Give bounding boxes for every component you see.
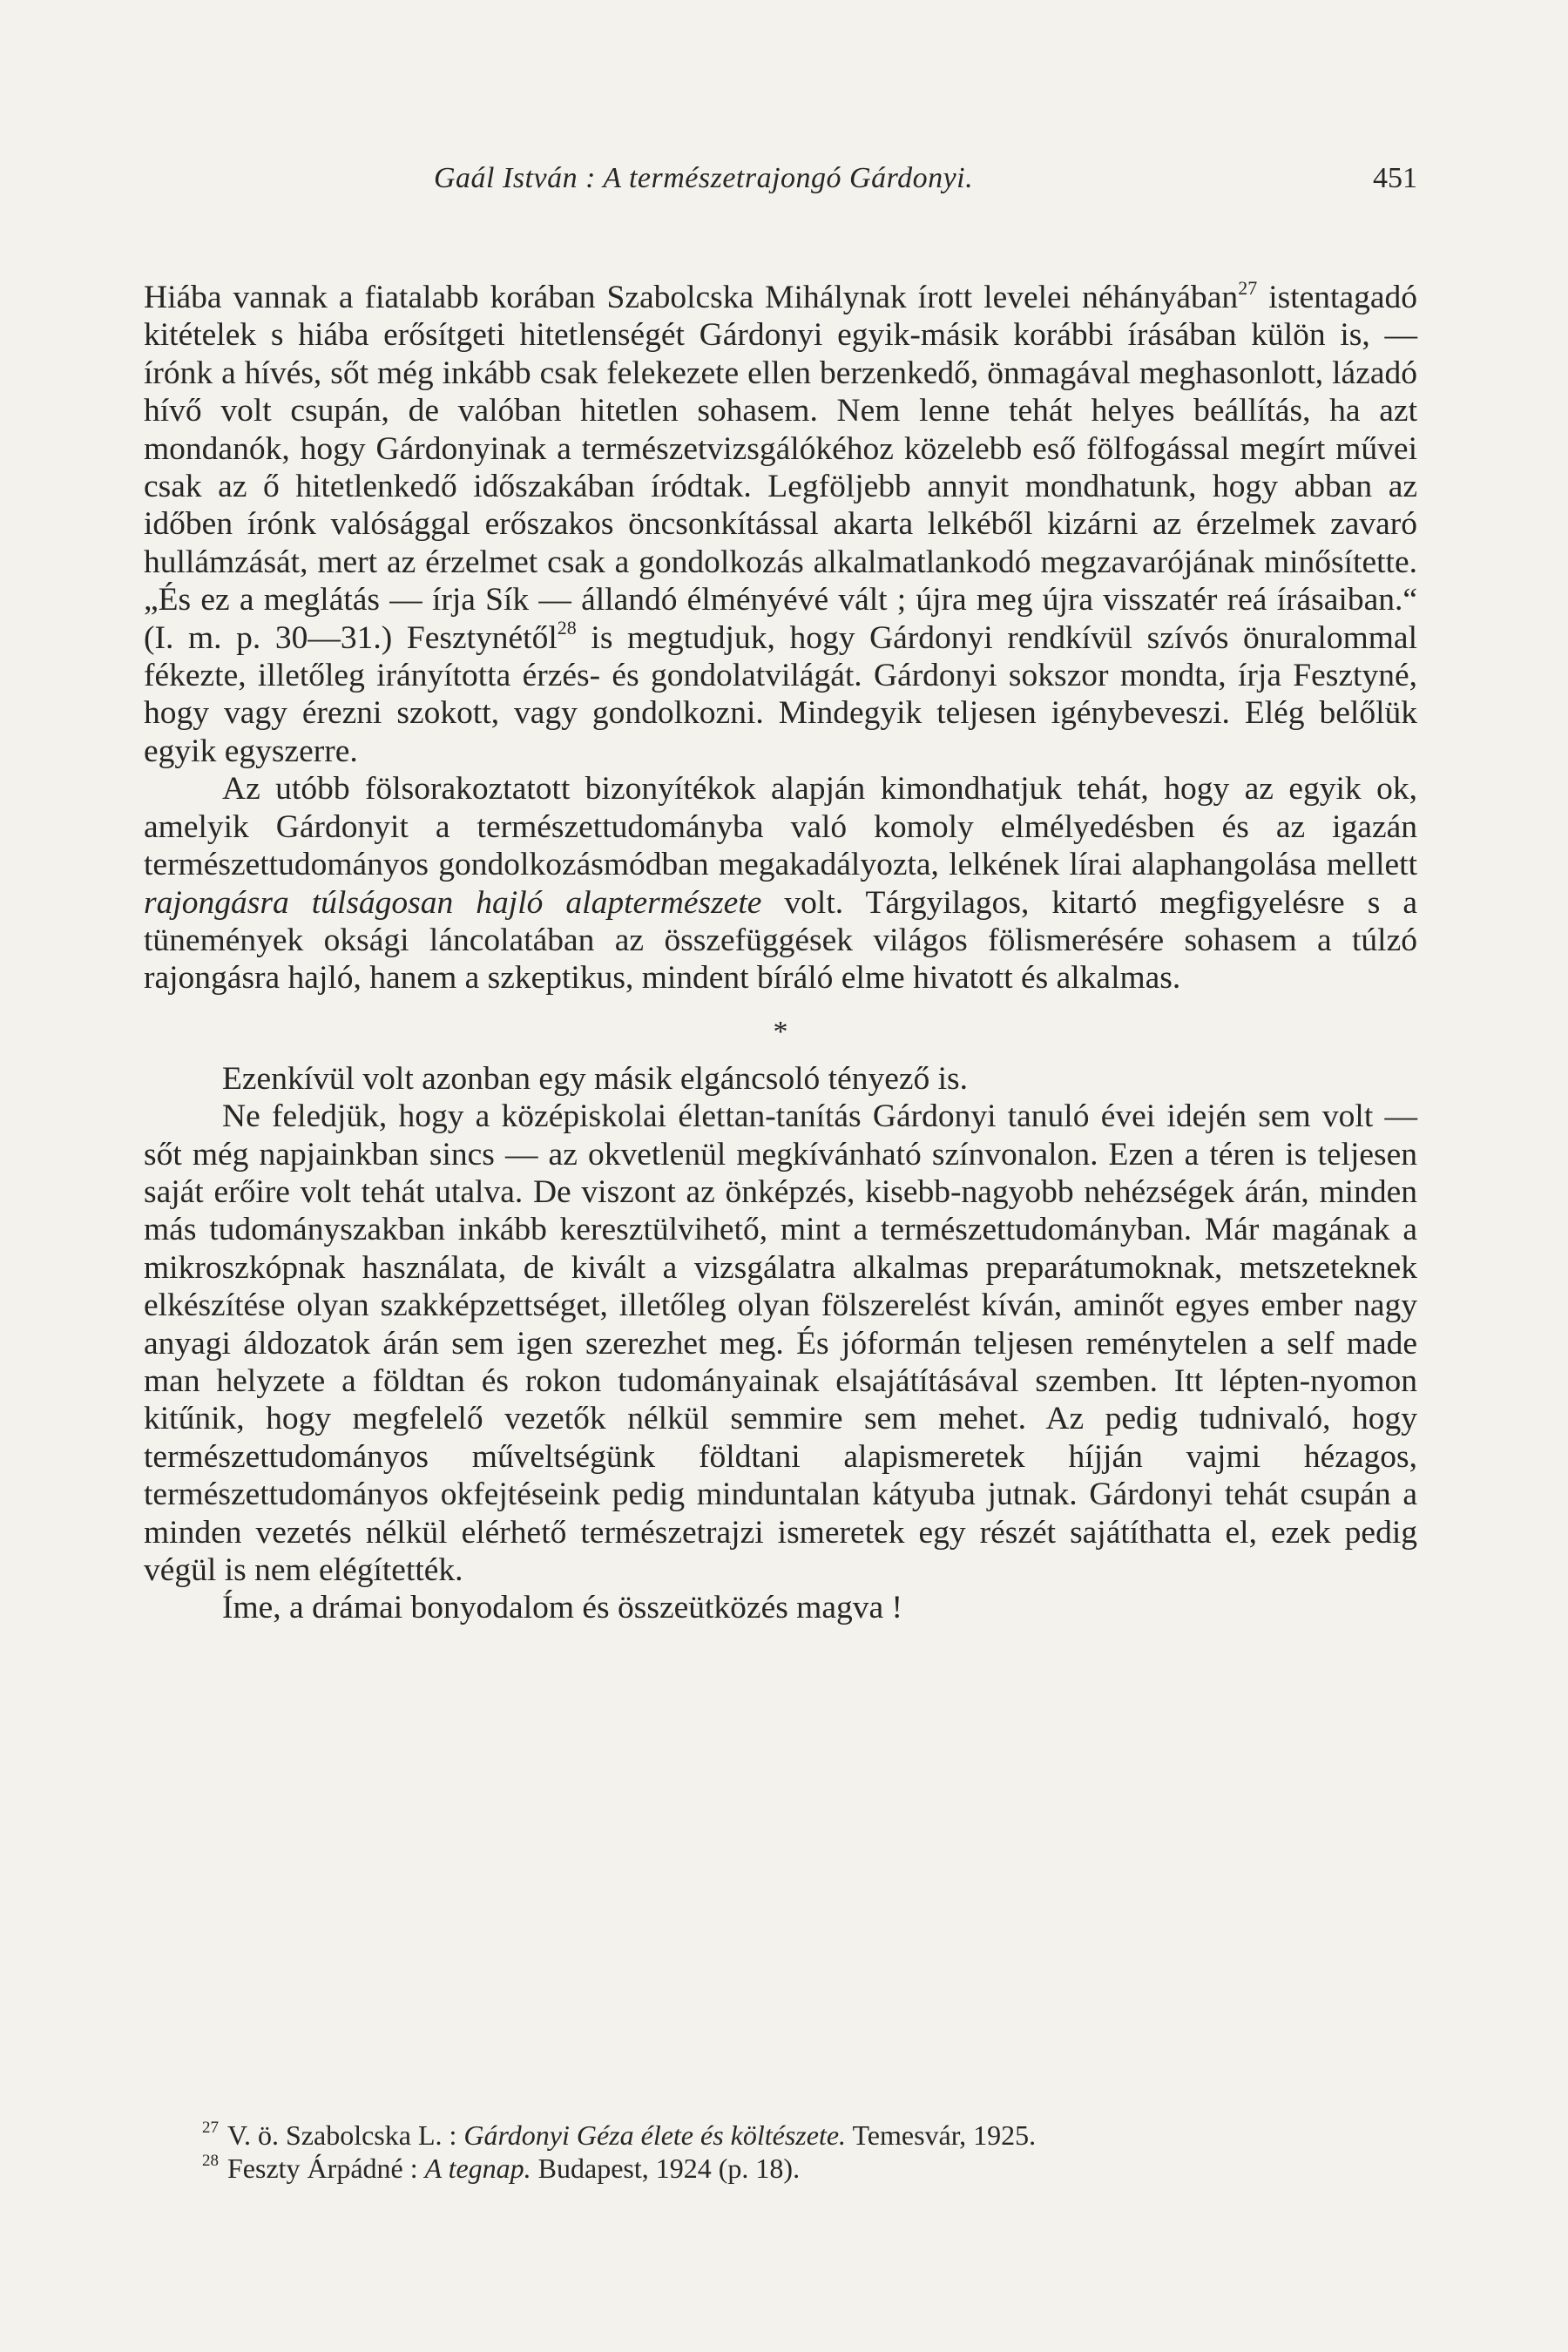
main-text [144,276,1418,1627]
paragraph-1-part-c: is megtudjuk, hogy Gárdonyi rendkívül szívós önuralommal fékezte, illetőleg irányította érzés- és gondolatvilágát. Gárdonyi sokszor mondta, írja Fesztyné, hogy vagy érezni szokott, vagy gondolkozni. Mindegyik teljesen igénybeveszi. Elég belőlük egyik egyszerre. [144,619,1417,769]
footnote-28 [202,2152,1389,2185]
footnote-mark: 28 [202,2152,219,2171]
running-head: Gaál István : A természetrajongó Gárdonyi. [434,162,974,194]
footnote-ref-27: 27 [1238,276,1258,299]
paragraph-1-part-a: Hiába vannak a fiatalabb korában Szabolcska Mihálynak írott levelei néhányában [144,280,1239,315]
footnote-text: Feszty Árpádné : [227,2153,425,2184]
footnote-27 [202,2119,1389,2152]
footnotes [202,2119,1389,2185]
paragraph-1-part-b: istentagadó kitételek s hiába erősítgeti hitetlenségét Gárdonyi egyik-másik korábbi írásában külön is, — írónk a hívés, sőt még inkább csak felekezete ellen berzenkedő, önmagával meghasonlott, lázadó hívő volt csupán, de valóban hitetlen sohasem. Nem lenne tehát helyes beállítás, ha azt mondanók, hogy Gárdonyinak a természetvizsgálókéhoz közelebb eső fölfogással megírt művei csak az ő hitetlenkedő időszakában íródtak. Legföljebb annyit mondhatunk, hogy abban az időben írónk valósággal erőszakos öncsonkítással akarta lelkéből kizárni az érzelmek zavaró hullámzását, mert az érzelmet csak a gondolkozás alkalmatlankodó megzavarójának minősítette. „És ez a meglátás — írja Sík — állandó élményévé vált ; újra meg újra visszatér reá írásaiban.“ (I. m. p. 30—31.) Fesztynétől [144,280,1417,656]
footnote-title: A tegnap. [424,2153,531,2184]
paragraph-2-part-a: Az utóbb fölsorakoztatott bizonyítékok alapján kimondhatjuk tehát, hogy az egyik ok, amelyik Gárdonyit a természettudományba való komoly elmélyedésben és az igazán természettudományos gondolkozásmódban megakadályozta, lelkének lírai alaphangolása mellett [144,771,1417,883]
paragraph-1 [144,276,1417,770]
page-header [144,157,1417,204]
paragraph-5: Íme, a drámai bonyodalom és összeütközés magva ! [222,1590,902,1626]
paragraph-4: Ne feledjük, hogy a középiskolai élettan-tanítás Gárdonyi tanuló évei idején sem volt — sőt még napjainkban sincs — az okvetlenül megkívánható színvonalon. Ezen a téren is teljesen saját erőire volt tehát utalva. De viszont az önképzés, kisebb-nagyobb nehézségek árán, minden más tudományszakban inkább keresztülvihető, mint a természettudományban. Már magának a mikroszkópnak használata, de kivált a vizsgálatra alkalmas preparátumoknak, metszeteknek elkészítése olyan szakképzettséget, illetőleg olyan fölszerelést kíván, aminőt egyes ember nagy anyagi áldozatok árán sem igen szerezhet meg. És jóformán teljesen reménytelen a self made man helyzete a földtan és rokon tudományainak elsajátításával szemben. Itt lépten-nyomon kitűnik, hogy megfelelő vezetők nélkül semmire sem mehet. Az pedig tudnivaló, hogy természettudományos műveltségünk földtani alapismeretek híjján vajmi hézagos, természettudományos okfejtéseink pedig minduntalan kátyuba jutnak. Gárdonyi tehát csupán a minden vezetés nélkül elérhető természetrajzi ismeretek egy részét sajátíthatta el, ezek pedig végül is nem elégítették. [144,1098,1417,1588]
footnote-mark: 27 [202,2119,219,2138]
section-separator: * [773,1015,788,1048]
footnote-ref-28: 28 [557,617,577,639]
paragraph-2 [144,770,1417,997]
paragraph-2-emphasis: rajongásra túlságosan hajló alaptermészete [144,884,762,921]
page-number: 451 [1373,162,1417,194]
footnote-text: Budapest, 1924 (p. 18). [531,2153,801,2184]
footnote-text: V. ö. Szabolcska L. : [227,2119,464,2151]
paragraph-2-part-b: volt. Tárgyilagos, kitartó megfigyelésre s a tünemények oksági láncolatában az összefüggések világos fölismerésére sohasem a túlzó rajongásra hajló, hanem a szkeptikus, mindent bíráló elme hivatott és alkalmas. [144,884,1418,997]
footnote-title: Gárdonyi Géza élete és költészete. [463,2119,847,2151]
paragraph-3: Ezenkívül volt azonban egy másik elgáncsoló tényező is. [222,1060,968,1097]
footnote-text: Temesvár, 1925. [846,2119,1037,2151]
